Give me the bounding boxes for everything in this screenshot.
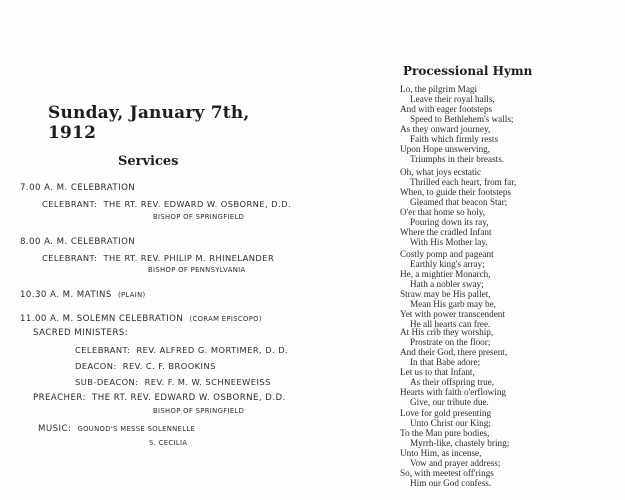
service-4-row xyxy=(20,314,262,324)
ministers-heading: SACRED MINISTERS: xyxy=(33,328,129,338)
hymn-line: Myrrh-like, chastely bring; xyxy=(410,438,510,448)
minister-name: REV. F. M. W. SCHNEEWEISS xyxy=(144,377,271,387)
hymn-line: Where the cradled Infant xyxy=(400,227,492,237)
hymn-line: Love for gold presenting xyxy=(400,408,492,418)
hymn-line: He all hearts can free. xyxy=(410,319,491,329)
minister-subdeacon-row xyxy=(75,377,271,387)
date-heading: Sunday, January 7th, 1912 xyxy=(48,103,250,143)
minister-role: DEACON: xyxy=(75,361,117,371)
minister-role: CELEBRANT: xyxy=(75,345,131,355)
hymn-title: Processional Hymn xyxy=(403,64,533,78)
hymn-line: With His Mother lay. xyxy=(410,237,488,247)
service-2-title: 8.00 A. M. CELEBRATION xyxy=(20,237,136,247)
hymn-line: Oh, what joys ecstatic xyxy=(400,167,482,177)
hymn-line: Faith which firmly rests xyxy=(410,134,499,144)
preacher-see: BISHOP OF SPRINGFIELD xyxy=(153,407,245,415)
hymn-line: Vow and prayer address; xyxy=(410,458,501,468)
preacher-name: THE RT. REV. EDWARD W. OSBORNE, D.D. xyxy=(92,393,286,403)
hymn-line: To the Man pure bodies, xyxy=(400,428,490,438)
hymn-stanza-4 xyxy=(400,327,625,407)
hymn-line: As their offspring true, xyxy=(410,377,495,387)
hymn-line: Thrilled each heart, from far, xyxy=(410,177,517,187)
celebrant-name: THE RT. REV. EDWARD W. OSBORNE, D.D. xyxy=(103,199,292,209)
hymn-line: Hearts with faith o'erflowing xyxy=(400,387,507,397)
hymn-line: O'er that home so holy, xyxy=(400,207,486,217)
hymn-line: Him our God confess. xyxy=(410,478,492,488)
hymn-line: Let us to that Infant, xyxy=(400,367,475,377)
hymn-line: When, to guide their footsteps xyxy=(400,187,511,197)
hymn-line: Unto Christ our King; xyxy=(410,418,491,428)
hymn-line: So, with meetest off'rings xyxy=(400,468,494,478)
hymn-line: Triumphs in their breasts. xyxy=(410,154,505,164)
hymn-line: Upon Hope unswerving, xyxy=(400,144,491,154)
hymn-line: Leave their royal halls, xyxy=(410,94,495,104)
service-1-celebrant-row xyxy=(42,199,291,209)
services-heading: Services xyxy=(118,154,179,169)
service-1-title: 7.00 A. M. CELEBRATION xyxy=(20,183,136,193)
hymn-line: Give, our tribute due. xyxy=(410,397,489,407)
service-4-title: 11.00 A. M. SOLEMN CELEBRATION xyxy=(20,314,184,324)
minister-name: REV. ALFRED G. MORTIMER, D. D. xyxy=(136,345,289,355)
minister-name: REV. C. F. BROOKINS xyxy=(122,361,216,371)
hymn-line: At His crib they worship, xyxy=(400,327,494,337)
service-2-see: BISHOP OF PENNSYLVANIA xyxy=(148,266,246,274)
hymn-line: Straw may be His pallet, xyxy=(400,289,491,299)
preacher-label: PREACHER: xyxy=(33,393,86,403)
hymn-line: Hath a nobler sway; xyxy=(410,279,484,289)
hymn-stanza-5 xyxy=(400,408,625,488)
music-title: GOUNOD'S MESSE SOLENNELLE xyxy=(77,425,196,433)
minister-role: SUB-DEACON: xyxy=(75,377,139,387)
hymn-stanza-3 xyxy=(400,249,625,329)
service-4-note: (CORAM EPISCOPO) xyxy=(189,315,262,323)
hymn-line: Pouring down its ray, xyxy=(410,217,489,227)
hymn-line: Prostrate on the floor; xyxy=(410,337,491,347)
hymn-stanza-2 xyxy=(400,167,625,247)
music-row xyxy=(38,424,195,434)
celebrant-name: THE RT. REV. PHILIP M. RHINELANDER xyxy=(103,253,275,263)
hymn-line: In that Babe adore; xyxy=(410,357,481,367)
music-subtitle: S. CECILIA xyxy=(149,439,188,447)
hymn-line: Yet with power transcendent xyxy=(400,309,505,319)
service-2-celebrant-row xyxy=(42,253,274,263)
hymn-line: Earthly king's array; xyxy=(410,259,485,269)
service-3-row xyxy=(20,290,146,300)
hymn-line: And with eager footsteps xyxy=(400,104,493,114)
service-1-see: BISHOP OF SPRINGFIELD xyxy=(153,213,245,221)
hymn-line: He, a mightier Monarch, xyxy=(400,269,491,279)
hymn-stanza-1 xyxy=(400,84,625,164)
hymn-line: Unto Him, as incense, xyxy=(400,448,482,458)
hymn-line: Mean His garb may be, xyxy=(410,299,496,309)
hymn-line: Lo, the pilgrim Magi xyxy=(400,84,478,94)
service-3-title: 10.30 A. M. MATINS xyxy=(20,290,112,300)
preacher-row xyxy=(33,393,286,403)
hymn-line: Speed to Bethlehem's walls; xyxy=(410,114,514,124)
hymn-line: And their God, there present, xyxy=(400,347,508,357)
hymn-line: Costly pomp and pageant xyxy=(400,249,494,259)
service-3-note: (PLAIN) xyxy=(117,291,146,299)
celebrant-label: CELEBRANT: xyxy=(42,253,98,263)
celebrant-label: CELEBRANT: xyxy=(42,199,98,209)
music-label: MUSIC: xyxy=(38,424,72,434)
minister-deacon-row xyxy=(75,361,216,371)
hymn-line: Gleamed that beacon Star; xyxy=(410,197,508,207)
hymn-line: As they onward journey, xyxy=(400,124,491,134)
minister-celebrant-row xyxy=(75,345,288,355)
